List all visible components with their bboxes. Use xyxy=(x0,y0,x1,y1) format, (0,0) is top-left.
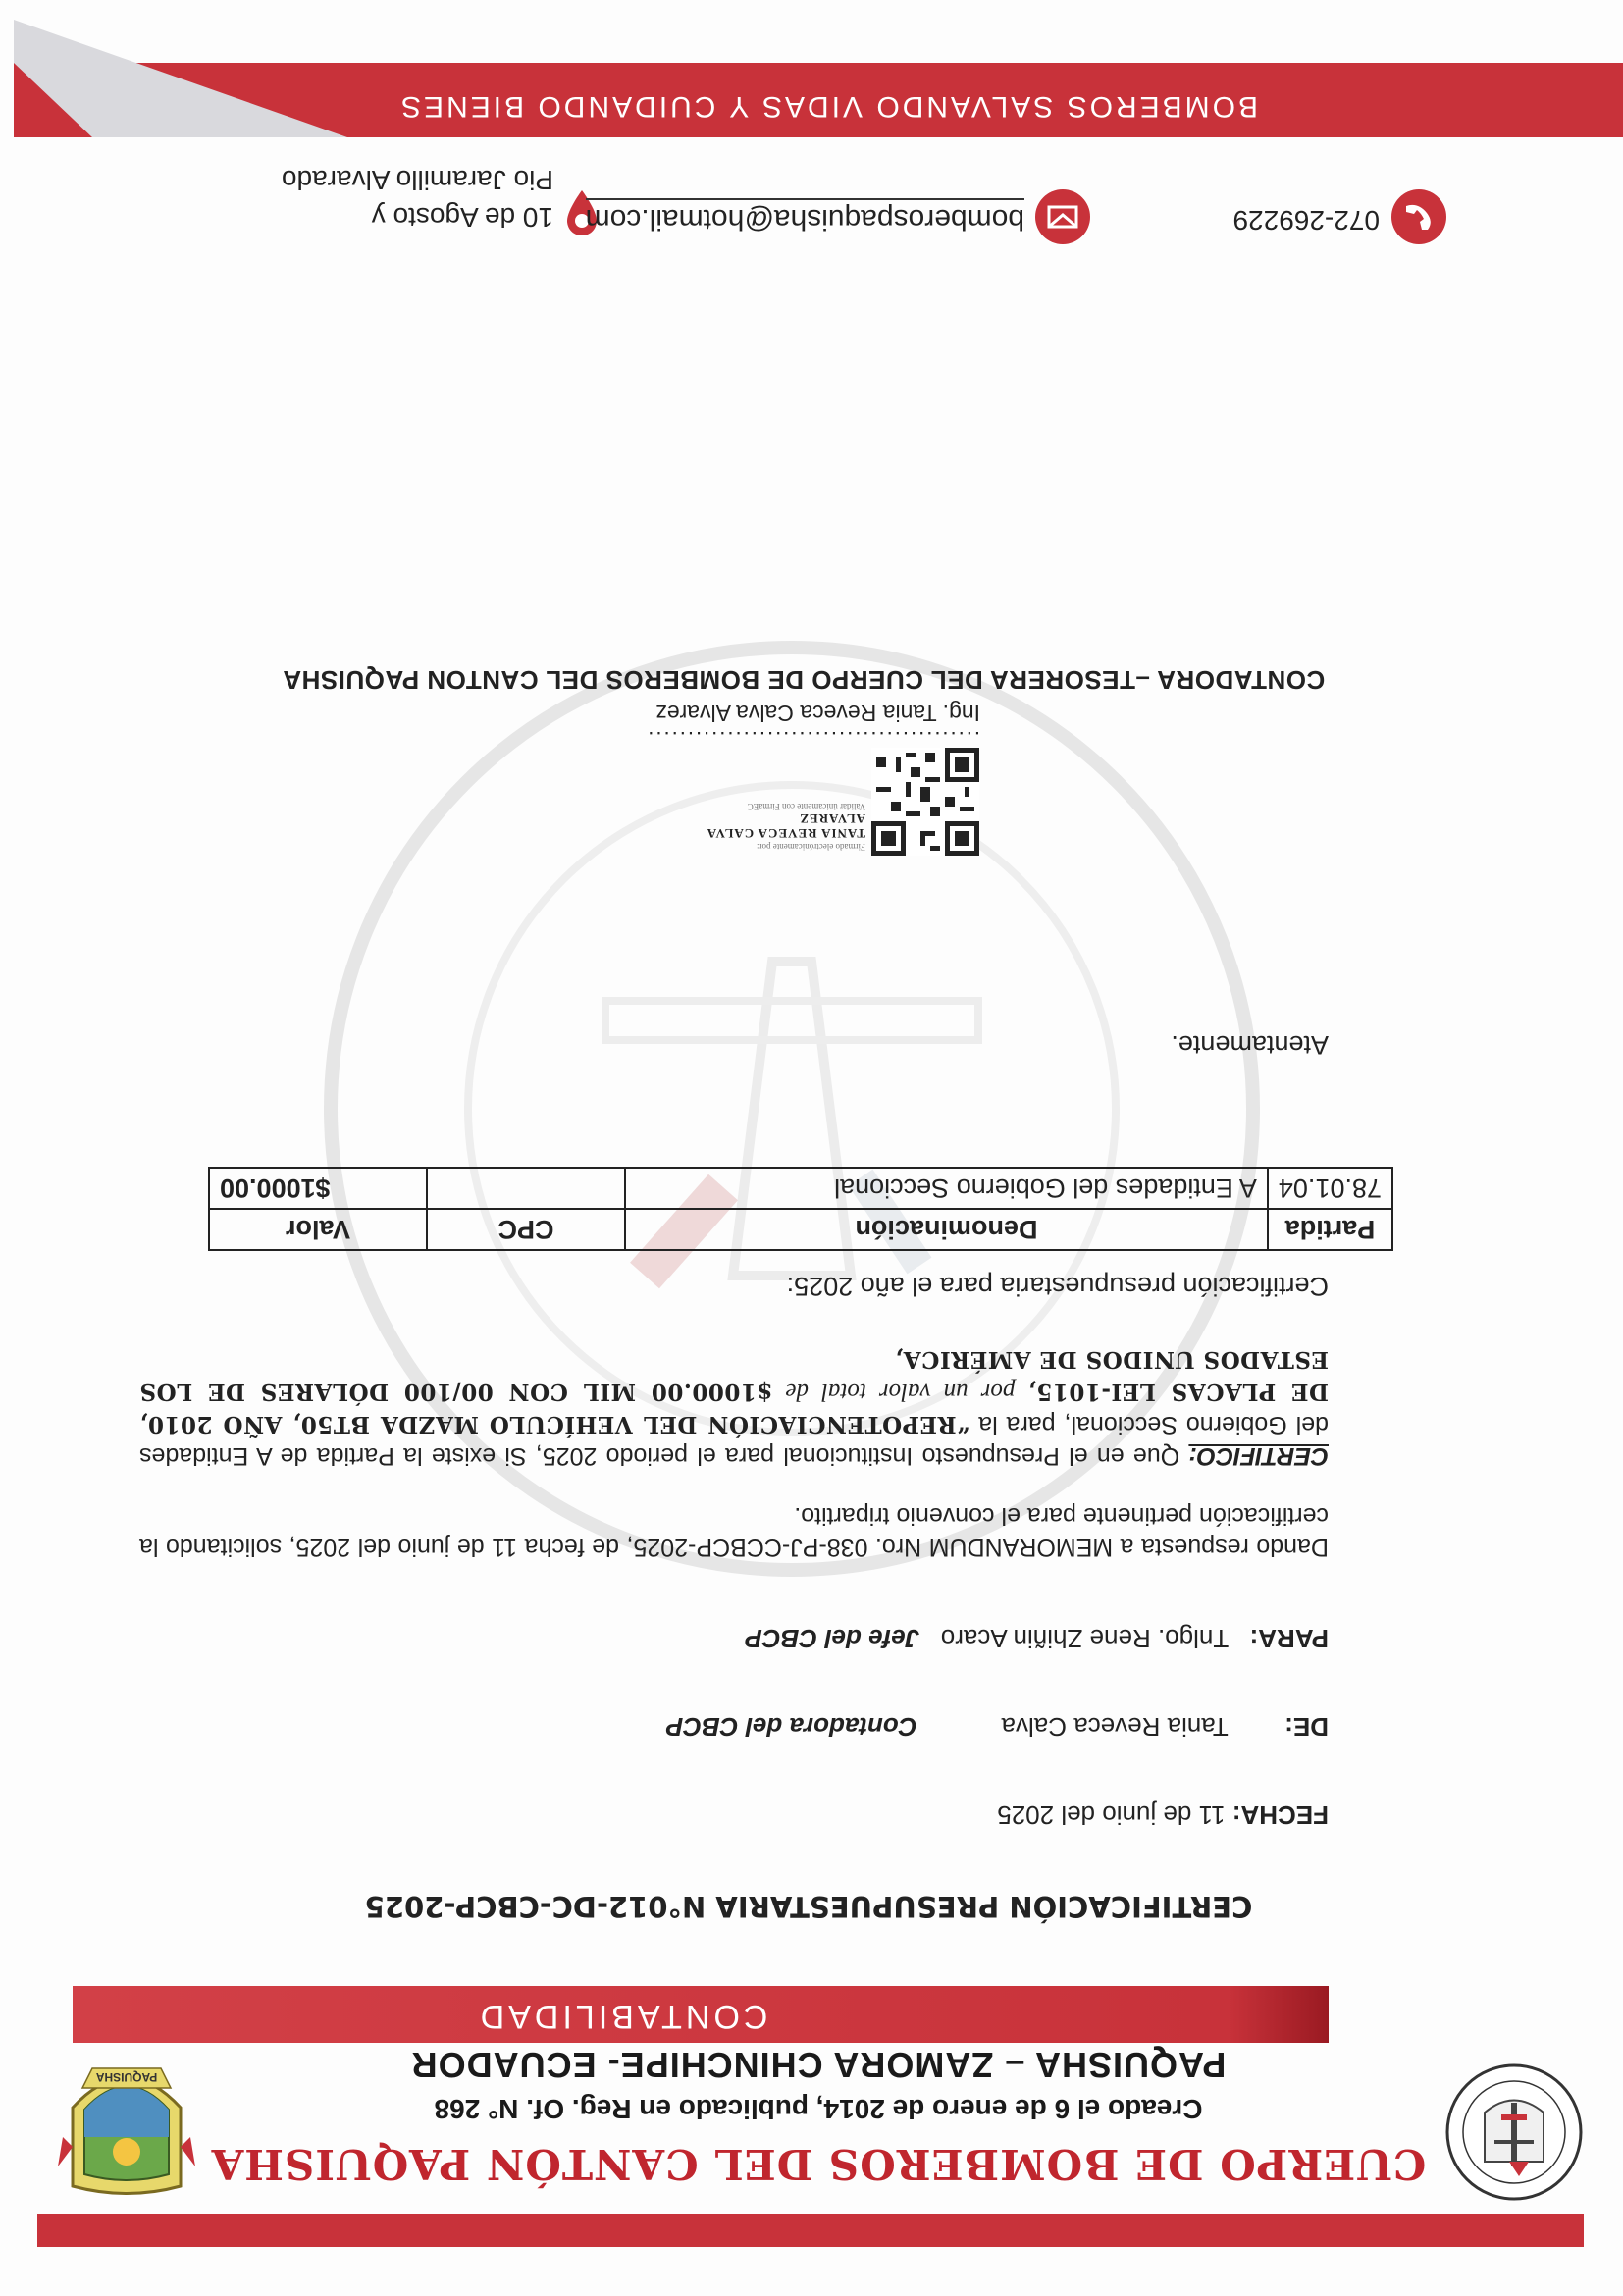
signature-stamp xyxy=(669,801,865,852)
creation-note: Creado el 6 de enero de 2014, publicado en Reg. Of. N° 268 xyxy=(434,2094,1203,2124)
paquisha-canton-shield xyxy=(53,2044,200,2206)
address-line-2: Pio Jaramillo Alvarado xyxy=(281,165,553,195)
signer-role: CONTADORA –TESORERA DEL CUERPO DE BOMBEROS DEL CANTON PAQUISHA xyxy=(282,665,1326,695)
certification-year-line: Certificación presupuestaria para el año 2025: xyxy=(786,1272,1329,1301)
certificate-title: CERTIFICACIÓN PRESUPUESTARIA N°012-DC-CBCP-2025 xyxy=(364,1890,1253,1923)
shield-text: PAQUISHA xyxy=(95,2070,158,2084)
address-line-1: 10 de Agosto y xyxy=(371,202,553,233)
mail-icon xyxy=(1034,188,1091,245)
signer-name: Ing. Tania Reveca Calva Alvarez xyxy=(655,701,980,726)
phone-icon xyxy=(1390,188,1447,245)
cell-cpc xyxy=(427,1168,625,1209)
footer-email[interactable]: bomberospaquisha@hotmail.com xyxy=(586,198,1024,235)
budget-table xyxy=(208,1167,1393,1251)
certifico-text-c: por un valor total de xyxy=(772,1379,1028,1405)
table-row xyxy=(209,1168,1392,1209)
de-label: DE: xyxy=(1284,1712,1329,1742)
signature-line: .......................................... xyxy=(646,727,980,752)
stamp-meta-2: Validar únicamente con FirmaEC xyxy=(747,802,865,811)
de-role: Contadora del CBCP xyxy=(665,1712,917,1742)
fecha-label: FECHA: xyxy=(1231,1800,1329,1830)
fecha-value: 11 de junio del 2025 xyxy=(997,1800,1226,1830)
footer-phone: 072-269229 xyxy=(1232,205,1380,235)
table-header-row xyxy=(209,1209,1392,1250)
certifico-paragraph xyxy=(139,1343,1329,1472)
header-valor: Valor xyxy=(209,1209,427,1250)
certifico-label: CERTIFICO: xyxy=(1188,1442,1329,1470)
para-label: PARA: xyxy=(1249,1624,1329,1653)
cell-partida: 78.01.04 xyxy=(1268,1168,1392,1209)
stamp-meta: Firmado electrónicamente por: xyxy=(757,842,865,852)
fecha-row xyxy=(997,1800,1329,1830)
cell-valor: $1000.00 xyxy=(209,1168,427,1209)
header-denominacion: Denominación xyxy=(625,1209,1268,1250)
stamp-name: TANIA REVECA CALVA ALVAREZ xyxy=(707,811,865,841)
footer-address xyxy=(82,161,553,235)
closing-text: Atentamente. xyxy=(1171,1030,1329,1060)
certifico-text-a: Que en el Presupuesto Institucional para el periodo 2025, Si existe la Partida de A Entidades del Gobierno Seccional, para la xyxy=(139,1411,1329,1470)
memorandum-paragraph: Dando respuesta a MEMORANDUM Nro. 038-PJ-CCBCP-2025, de fecha 11 de junio del 2025, solicitando la certificación pertinente para el convenio tripartito. xyxy=(139,1502,1329,1561)
cantonal-shield-logo xyxy=(1440,2059,1588,2206)
header-cpc: CPC xyxy=(427,1209,625,1250)
header-partida: Partida xyxy=(1268,1209,1392,1250)
para-name: Tnlgo. Rene Zhiñin Acaro xyxy=(940,1624,1230,1653)
para-row xyxy=(745,1623,1329,1653)
section-label: CONTABILIDAD xyxy=(476,1998,768,2035)
footer-slogan: BOMBEROS SALVANDO VIDAS Y CUIDANDO BIENES xyxy=(398,90,1258,123)
organization-title: CUERPO DE BOMBEROS DEL CANTÓN PAQUISHA xyxy=(210,2140,1427,2188)
signature-qr-code xyxy=(871,748,979,856)
organization-location: PAQUISHA – ZAMORA CHINCHIPE- ECUADOR xyxy=(410,2045,1227,2085)
de-name: Tania Reveca Calva xyxy=(1001,1712,1229,1742)
top-color-band xyxy=(37,2214,1584,2247)
certifico-text-d: $1000.00 MIL CON 00/100 DÓLARES DE LOS ESTADOS UNIDOS DE AMÉRICA, xyxy=(138,1346,1329,1405)
para-role: Jefe del CBCP xyxy=(745,1624,920,1653)
de-row xyxy=(347,1711,1329,1742)
certifico-text-b: “REPOTENCIACIÓN DEL VEHÍCULO MAZDA BT50, AÑO 2010, DE PLACAS LEI-1015, xyxy=(139,1379,1329,1437)
cell-denominacion: A Entidades del Gobierno Seccional xyxy=(625,1168,1268,1209)
